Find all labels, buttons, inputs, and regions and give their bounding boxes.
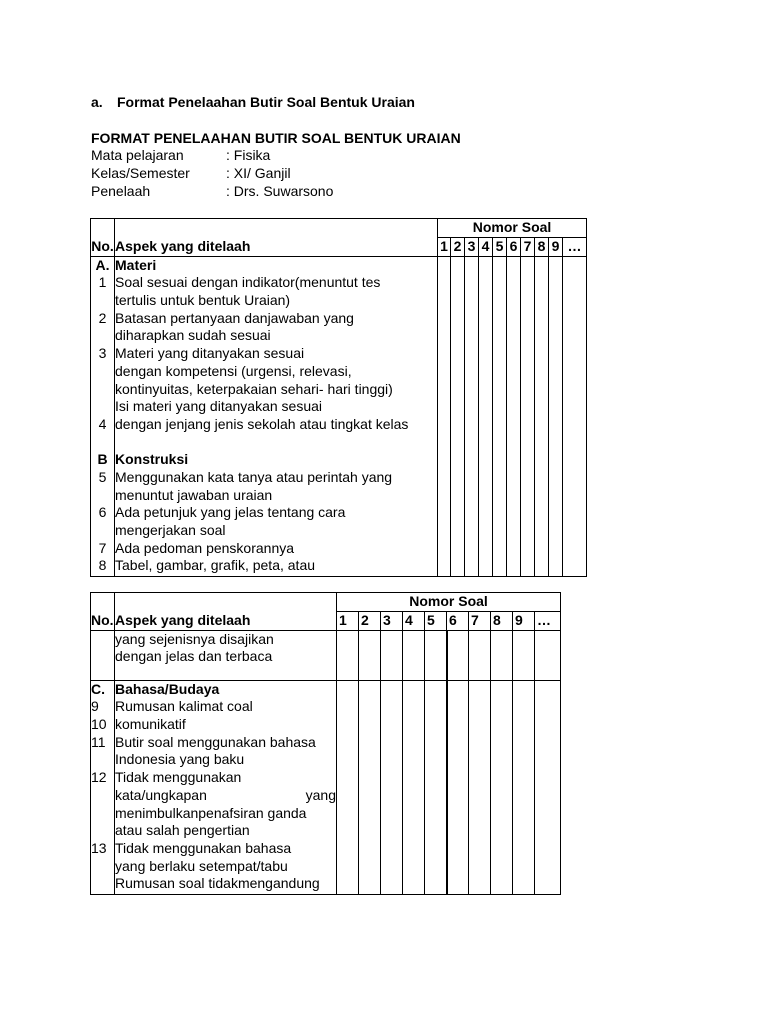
item-number: 12 bbox=[91, 769, 107, 786]
aspek-line: kontinyuitas, keterpakaian sehari- hari tinggi) bbox=[115, 380, 393, 397]
item-number bbox=[91, 751, 114, 769]
aspek-line: Isi materi yang ditanyakan sesuai bbox=[115, 398, 322, 415]
review-table-2 bbox=[90, 592, 561, 895]
item-number: 13 bbox=[91, 839, 107, 856]
nomor-soal-9: 9 bbox=[549, 237, 563, 256]
aspek-cell-continued bbox=[115, 630, 337, 680]
check-cell[interactable] bbox=[359, 630, 381, 680]
nomor-soal-header-2: Nomor Soal bbox=[337, 593, 561, 612]
check-cell[interactable] bbox=[359, 680, 381, 894]
aspek-line: Materi bbox=[115, 256, 157, 273]
aspek-column bbox=[115, 256, 438, 576]
aspek-line: diharapkan sudah sesuai bbox=[115, 327, 271, 344]
check-cell[interactable] bbox=[403, 630, 425, 680]
section-prefix: a. bbox=[91, 94, 103, 110]
check-cell[interactable] bbox=[469, 630, 491, 680]
item-number bbox=[91, 434, 114, 452]
aspek-line: Ada petunjuk yang jelas tentang cara bbox=[115, 504, 346, 521]
aspek-line: Butir soal menggunakan bahasa bbox=[115, 733, 316, 750]
aspek-line: dengan kompetensi (urgensi, relevasi, bbox=[115, 362, 352, 379]
nomor-soal-2: 2 bbox=[451, 237, 465, 256]
field-label-subject: Mata pelajaran bbox=[91, 147, 184, 163]
check-cell[interactable] bbox=[381, 680, 403, 894]
check-cell[interactable] bbox=[403, 680, 425, 894]
aspek-line: Tidak menggunakan bbox=[115, 769, 242, 786]
aspek-line: Rumusan kalimat coal bbox=[115, 698, 253, 715]
aspek-line: menuntut jawaban uraian bbox=[115, 486, 273, 503]
aspek-header-2: Aspek yang ditelaah bbox=[115, 593, 337, 631]
aspek-line: Menggunakan kata tanya atau perintah yang bbox=[115, 468, 393, 485]
aspek-line: komunikatif bbox=[115, 716, 186, 733]
check-cell[interactable] bbox=[493, 256, 507, 576]
field-value-reviewer: : Drs. Suwarsono bbox=[226, 183, 334, 199]
no-header-2: No. bbox=[91, 593, 115, 631]
check-cell[interactable] bbox=[337, 680, 359, 894]
check-cell[interactable] bbox=[513, 680, 535, 894]
no-cell-continued bbox=[91, 630, 115, 680]
review-table-1 bbox=[90, 218, 587, 577]
item-number: 2 bbox=[98, 309, 107, 326]
aspek-line: atau salah pengertian bbox=[115, 822, 250, 839]
check-cell[interactable] bbox=[535, 630, 561, 680]
nomor-soal-2-9: 9 bbox=[513, 611, 535, 630]
check-cell[interactable] bbox=[535, 256, 549, 576]
nomor-soal-2-10: … bbox=[535, 611, 561, 630]
form-title: FORMAT PENELAAHAN BUTIR SOAL BENTUK URAIAN bbox=[91, 130, 461, 146]
nomor-soal-2-2: 2 bbox=[359, 611, 381, 630]
item-number: 3 bbox=[98, 345, 107, 362]
aspek-line: yang sejenisnya disajikan bbox=[115, 630, 274, 647]
nomor-soal-header: Nomor Soal bbox=[438, 219, 587, 238]
check-cell[interactable] bbox=[479, 256, 493, 576]
aspek-line: mengerjakan soal bbox=[115, 522, 226, 539]
aspek-line: tertulis untuk bentuk Uraian) bbox=[115, 292, 291, 309]
item-number bbox=[91, 787, 114, 805]
nomor-soal-1: 1 bbox=[438, 237, 451, 256]
aspek-line: Batasan pertanyaan danjawaban yang bbox=[115, 309, 354, 326]
check-cell[interactable] bbox=[381, 630, 403, 680]
item-number bbox=[91, 292, 114, 310]
nomor-soal-7: 7 bbox=[521, 237, 535, 256]
nomor-soal-2-3: 3 bbox=[381, 611, 403, 630]
nomor-soal-2-8: 8 bbox=[491, 611, 513, 630]
item-number: A. bbox=[95, 256, 110, 273]
check-cell[interactable] bbox=[447, 680, 469, 894]
check-cell[interactable] bbox=[447, 630, 469, 680]
field-value-class: : XI/ Ganjil bbox=[226, 165, 291, 181]
section-heading: Format Penelaahan Butir Soal Bentuk Uraian bbox=[117, 94, 415, 110]
check-cell[interactable] bbox=[425, 680, 447, 894]
nomor-soal-10: … bbox=[563, 237, 587, 256]
aspek-line-part: kata/ungkapan bbox=[115, 786, 207, 803]
check-cell[interactable] bbox=[491, 630, 513, 680]
check-cell[interactable] bbox=[438, 256, 451, 576]
aspek-line: Soal sesuai dengan indikator(menuntut tes bbox=[115, 274, 381, 291]
nomor-soal-5: 5 bbox=[493, 237, 507, 256]
item-number bbox=[91, 398, 114, 416]
check-cell[interactable] bbox=[465, 256, 479, 576]
item-number bbox=[91, 858, 114, 876]
no-column-2 bbox=[91, 680, 115, 894]
field-label-class: Kelas/Semester bbox=[91, 165, 190, 181]
aspek-line: Konstruksi bbox=[115, 451, 189, 468]
item-number: 5 bbox=[98, 468, 107, 485]
item-number bbox=[91, 522, 114, 540]
nomor-soal-6: 6 bbox=[507, 237, 521, 256]
nomor-soal-2-5: 5 bbox=[425, 611, 447, 630]
item-number: B bbox=[97, 451, 108, 468]
aspek-line: dengan jenjang jenis sekolah atau tingkat kelas bbox=[115, 415, 409, 432]
nomor-soal-4: 4 bbox=[479, 237, 493, 256]
aspek-line: Bahasa/Budaya bbox=[115, 680, 220, 697]
nomor-soal-2-7: 7 bbox=[469, 611, 491, 630]
aspek-line: menimbulkanpenafsiran ganda bbox=[115, 804, 307, 821]
item-number: 8 bbox=[98, 557, 107, 574]
nomor-soal-8: 8 bbox=[535, 237, 549, 256]
item-number bbox=[91, 381, 114, 399]
aspek-line: Tabel, gambar, grafik, peta, atau bbox=[115, 557, 316, 574]
nomor-soal-2-1: 1 bbox=[337, 611, 359, 630]
nomor-soal-2-6: 6 bbox=[447, 611, 469, 630]
no-header: No. bbox=[91, 219, 115, 257]
check-cell[interactable] bbox=[337, 630, 359, 680]
check-cell[interactable] bbox=[563, 256, 587, 576]
aspek-header: Aspek yang ditelaah bbox=[115, 219, 438, 257]
item-number bbox=[91, 875, 114, 893]
check-cell[interactable] bbox=[451, 256, 465, 576]
no-column bbox=[91, 256, 115, 576]
item-number: 11 bbox=[91, 733, 106, 750]
item-number: 1 bbox=[98, 274, 107, 291]
check-cell[interactable] bbox=[425, 630, 447, 680]
aspek-line: dengan jelas dan terbaca bbox=[115, 648, 273, 665]
item-number: 4 bbox=[98, 415, 107, 432]
check-cell[interactable] bbox=[513, 630, 535, 680]
aspek-line: Tidak menggunakan bahasa bbox=[115, 839, 292, 856]
nomor-soal-2-4: 4 bbox=[403, 611, 425, 630]
check-cell[interactable] bbox=[507, 256, 521, 576]
field-value-subject: : Fisika bbox=[226, 147, 271, 163]
check-cell[interactable] bbox=[491, 680, 513, 894]
item-number bbox=[91, 822, 114, 840]
item-number: C. bbox=[91, 680, 105, 697]
check-cell[interactable] bbox=[535, 680, 561, 894]
check-cell[interactable] bbox=[549, 256, 563, 576]
item-number bbox=[91, 487, 114, 505]
aspek-line: Ada pedoman penskorannya bbox=[115, 539, 295, 556]
aspek-line bbox=[115, 434, 437, 452]
item-number: 10 bbox=[91, 716, 107, 733]
check-cell[interactable] bbox=[469, 680, 491, 894]
aspek-line bbox=[115, 787, 336, 805]
aspek-line-part: yang bbox=[305, 786, 336, 803]
nomor-soal-3: 3 bbox=[465, 237, 479, 256]
item-number bbox=[91, 363, 114, 381]
aspek-line: Indonesia yang baku bbox=[115, 751, 245, 768]
item-number: 7 bbox=[98, 539, 107, 556]
aspek-line: yang berlaku setempat/tabu bbox=[115, 857, 288, 874]
aspek-line: Materi yang ditanyakan sesuai bbox=[115, 345, 305, 362]
item-number bbox=[91, 805, 114, 823]
aspek-column-2 bbox=[115, 680, 337, 894]
item-number bbox=[91, 327, 114, 345]
item-number: 6 bbox=[98, 504, 107, 521]
field-label-reviewer: Penelaah bbox=[91, 183, 151, 199]
item-number: 9 bbox=[91, 698, 99, 715]
check-cell[interactable] bbox=[521, 256, 535, 576]
aspek-line: Rumusan soal tidakmengandung bbox=[115, 875, 320, 892]
